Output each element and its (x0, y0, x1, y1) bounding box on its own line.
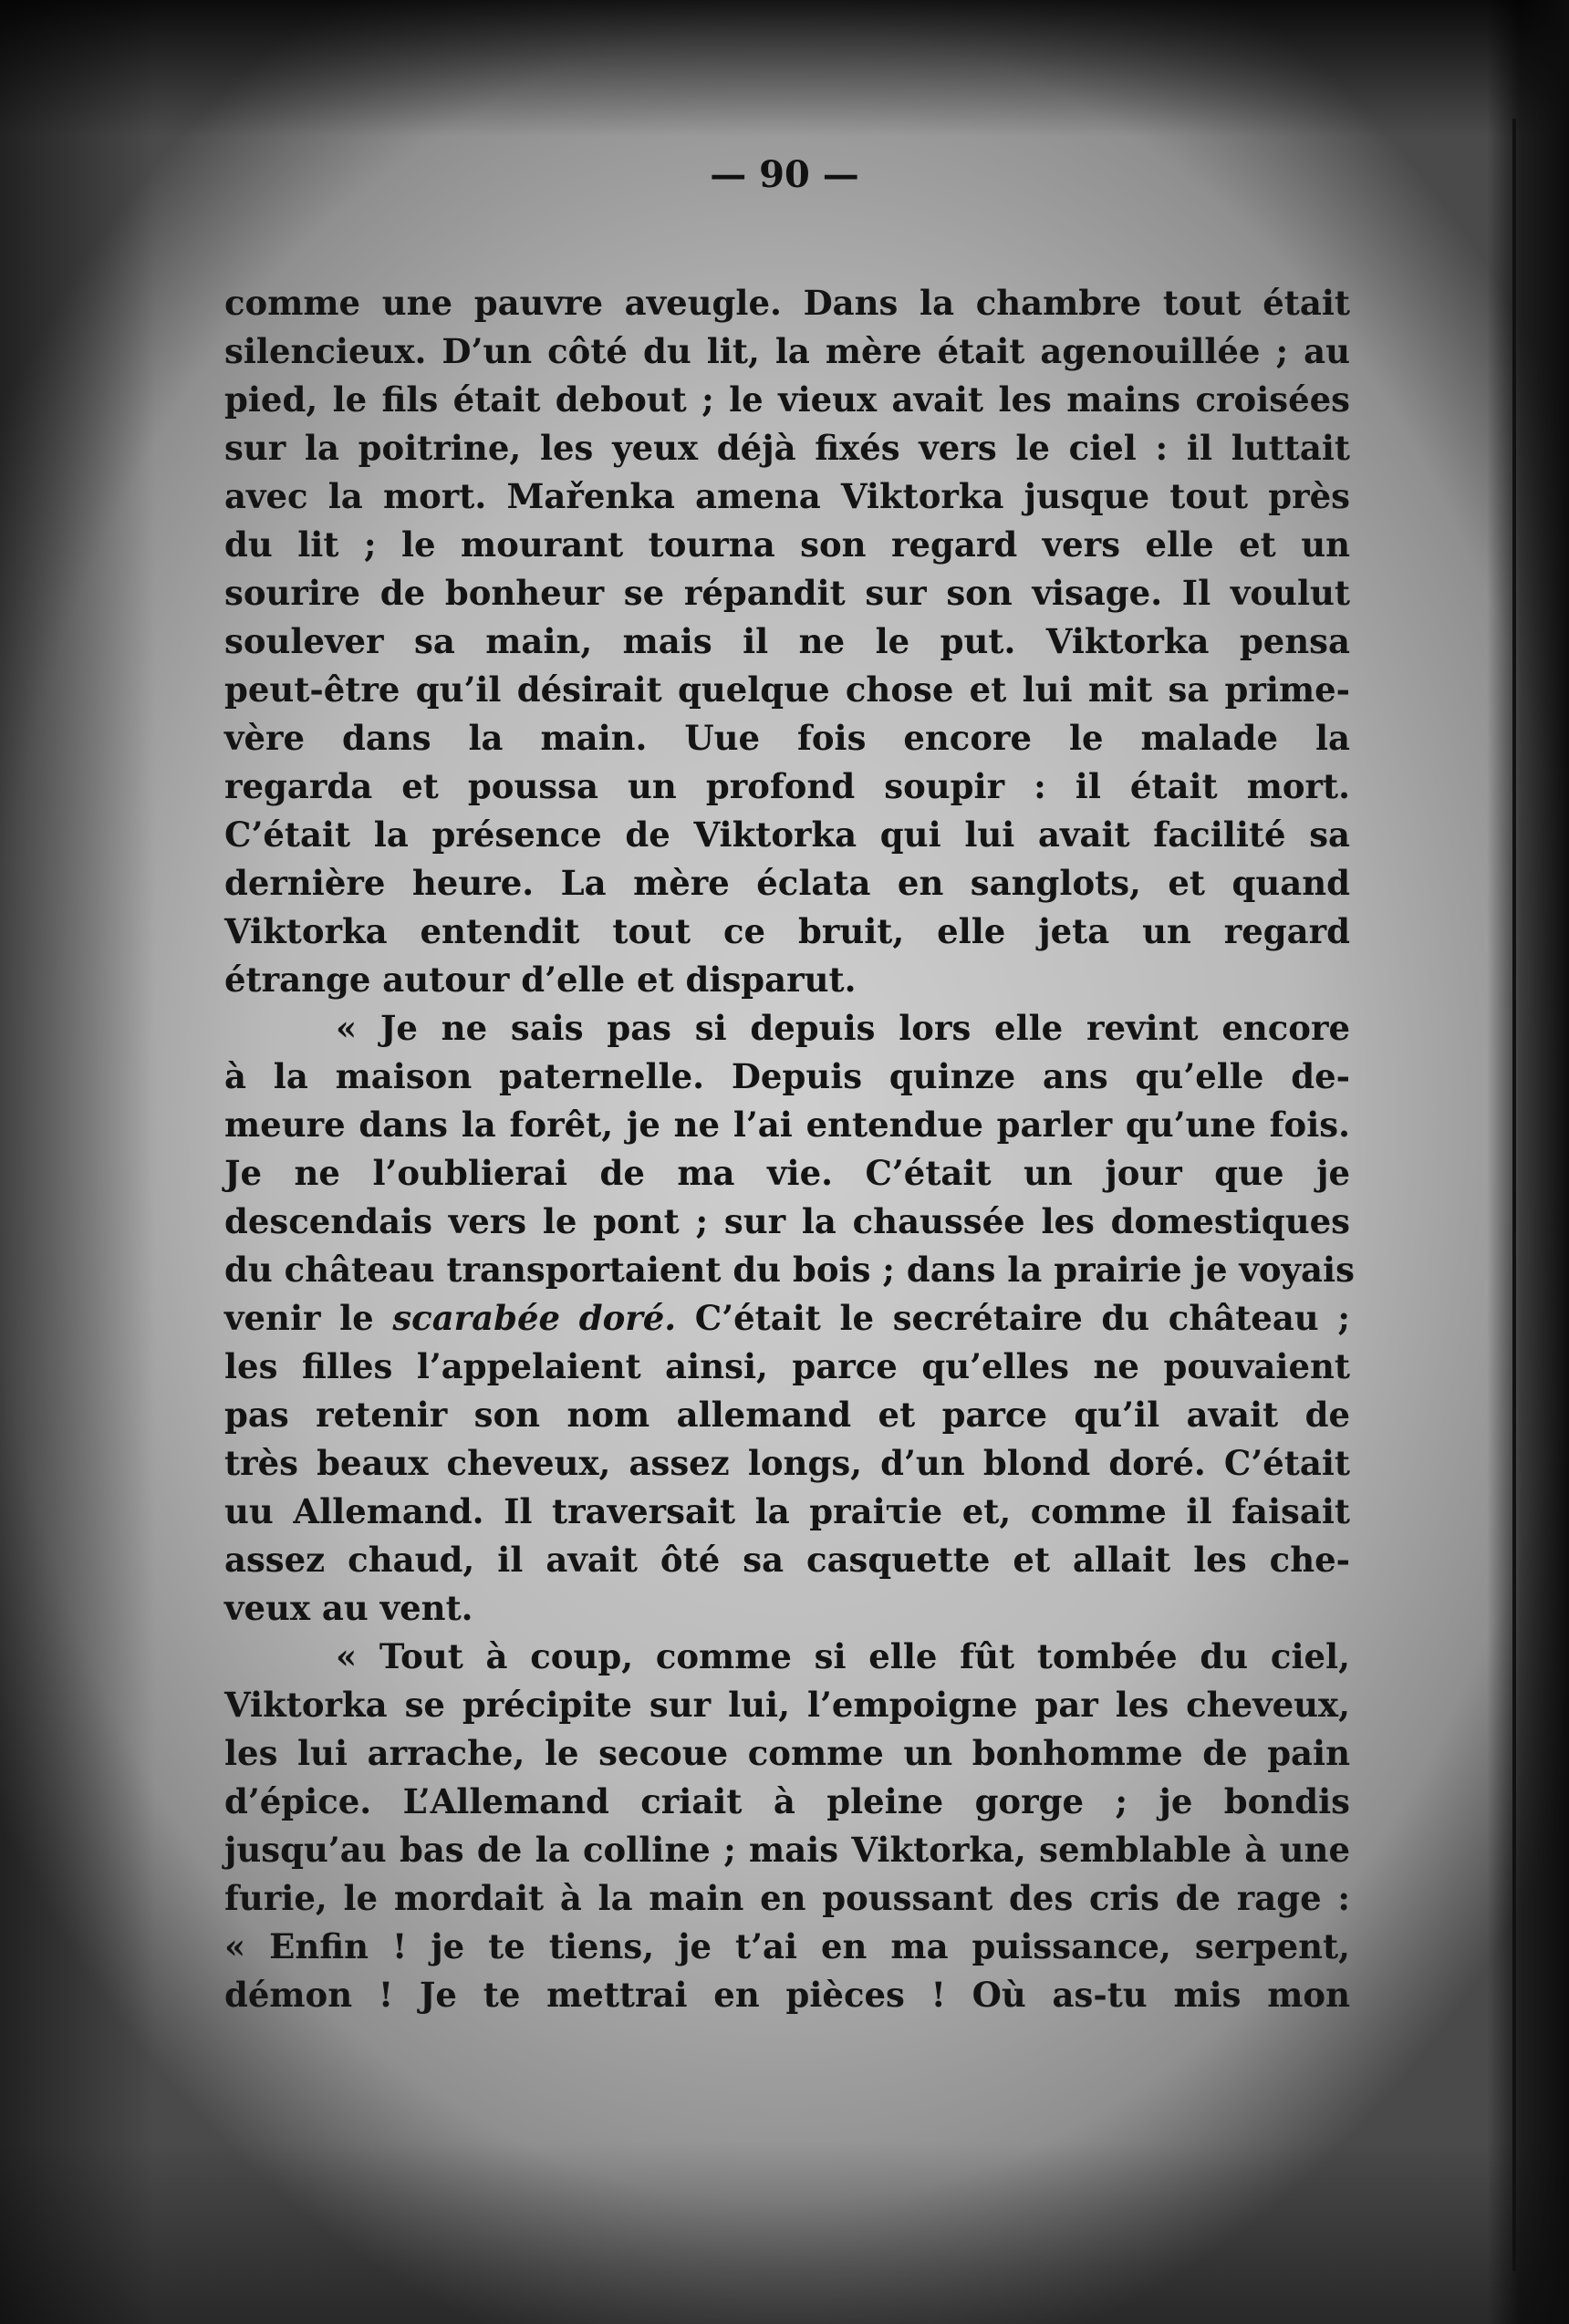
text-line: du lit ; le mourant tourna son regard vers elle et un (224, 524, 1350, 565)
text-line: très beaux cheveux, assez longs, d’un blond doré. C’était (224, 1443, 1350, 1483)
paragraph-start-line: « Je ne sais pas si depuis lors elle revint encore (336, 1008, 1350, 1048)
page-shadow-top (0, 0, 1569, 137)
text-line: avec la mort. Mařenka amena Viktorka jusque tout près (224, 476, 1350, 516)
text-line: d’épice. L’Allemand criait à pleine gorge ; je bondis (224, 1781, 1350, 1821)
text-line: démon ! Je te mettrai en pièces ! Où as-tu mis mon (224, 1975, 1350, 2015)
text-line: silencieux. D’un côté du lit, la mère était agenouillée ; au (224, 331, 1350, 371)
text-line: assez chaud, il avait ôté sa casquette et allait les che- (224, 1540, 1350, 1580)
book-gutter-edge (1487, 0, 1569, 2324)
text-line: peut-être qu’il désirait quelque chose et lui mit sa prime- (224, 669, 1350, 710)
paragraph-start-line: « Tout à coup, comme si elle fût tombée du ciel, (336, 1636, 1350, 1676)
text-line: pas retenir son nom allemand et parce qu’il avait de (224, 1395, 1350, 1435)
text-line: les lui arrache, le secoue comme un bonhomme de pain (224, 1733, 1350, 1773)
text-line: du château transportaient du bois ; dans la prairie je voyais (224, 1250, 1355, 1290)
body-text (224, 279, 1355, 2019)
text-line: sur la poitrine, les yeux déjà fixés vers le ciel : il luttait (224, 428, 1350, 468)
text-line: dernière heure. La mère éclata en sanglots, et quand (224, 863, 1350, 903)
text-line: furie, le mordait à la main en poussant des cris de rage : (224, 1878, 1350, 1918)
paragraph-end-line: veux au vent. (224, 1588, 473, 1628)
text-line: vère dans la main. Uue fois encore le malade la (224, 718, 1350, 758)
text-line: C’était la présence de Viktorka qui lui avait facilité sa (224, 814, 1350, 855)
page-number: — 90 — (710, 153, 859, 196)
text-line: Viktorka se précipite sur lui, l’empoigne par les cheveux, (224, 1685, 1350, 1725)
paragraph-end-line: étrange autour d’elle et disparut. (224, 960, 857, 1000)
text-line: regarda et poussa un profond soupir : il était mort. (224, 766, 1350, 806)
page-shadow-bottom (0, 2142, 1569, 2324)
text-line: à la maison paternelle. Depuis quinze ans qu’elle de- (224, 1056, 1350, 1096)
text-line: descendais vers le pont ; sur la chaussée les domestiques (224, 1201, 1350, 1241)
text-line: sourire de bonheur se répandit sur son visage. Il voulut (224, 573, 1350, 613)
text-line-with-italic (224, 1294, 1350, 1343)
text-line: Viktorka entendit tout ce bruit, elle jeta un regard (224, 911, 1350, 951)
text-line: soulever sa main, mais il ne le put. Viktorka pensa (224, 621, 1350, 661)
text-line: jusqu’au bas de la colline ; mais Viktorka, semblable à une (224, 1830, 1350, 1870)
text-line: comme une pauvre aveugle. Dans la chambre tout était (224, 283, 1350, 323)
text-line: « Enfin ! je te tiens, je t’ai en ma puissance, serpent, (224, 1926, 1350, 1966)
page-shadow-left (0, 0, 155, 2324)
italic-phrase: scarabée doré. (392, 1298, 677, 1338)
page-edge-line (1512, 119, 1516, 2271)
line-text-before: venir le (224, 1298, 393, 1338)
text-line: Je ne l’oublierai de ma vie. C’était un jour que je (224, 1153, 1350, 1193)
line-text-after: C’était le secrétaire du château ; (676, 1298, 1350, 1338)
text-line: les filles l’appelaient ainsi, parce qu’elles ne pouvaient (224, 1346, 1350, 1386)
text-line: uu Allemand. Il traversait la praiτie et, comme il faisait (224, 1491, 1350, 1531)
text-line: meure dans la forêt, je ne l’ai entendue parler qu’une fois. (224, 1105, 1350, 1145)
text-line: pied, le fils était debout ; le vieux avait les mains croisées (224, 379, 1350, 420)
